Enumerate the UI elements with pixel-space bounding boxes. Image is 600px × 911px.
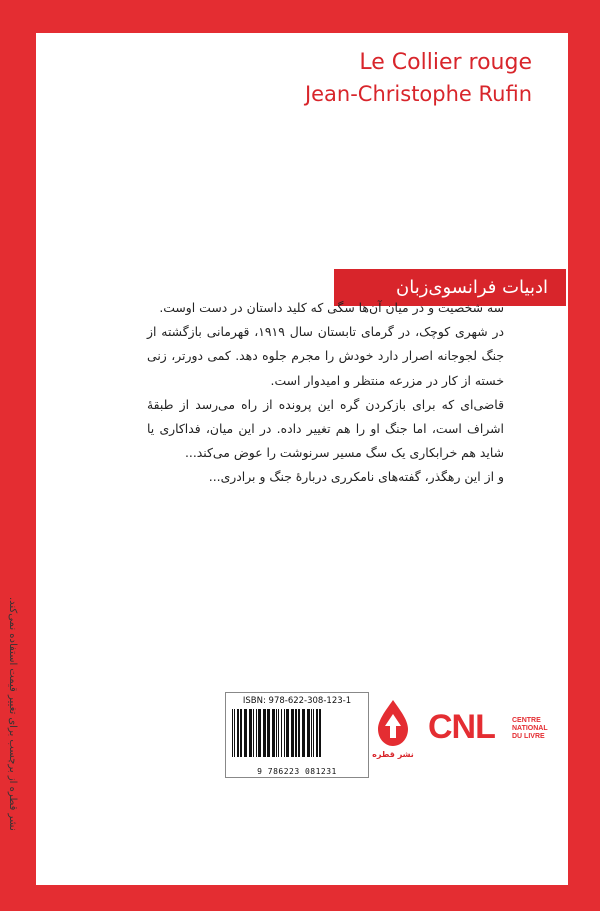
barcode-icon (230, 709, 364, 765)
cnl-logo: CNL (428, 708, 495, 746)
blurb-text (147, 296, 504, 490)
isbn-label: ISBN: 978-622-308-123-1 (242, 696, 352, 706)
cnl-caption-line: DU LIVRE (512, 733, 545, 740)
barcode-number: 9 786223 081231 (257, 767, 337, 776)
blurb-paragraph: و از این رهگذر، گفته‌های نامکرری دربارهٔ جنگ و برادری... (208, 469, 504, 485)
blurb-paragraph: در شهری کوچک، در گرمای تابستان سال ۱۹۱۹، قهرمانی بازگشته از جنگ لجوجانه اصرار دارد خودش را مجرم جلوه دهد. کمی دورتر، زنی خسته از کار در مزرعه منتظر و امیدوار است. (147, 324, 504, 388)
cnl-caption-line: NATIONAL (512, 725, 548, 732)
price-side-note: نشر قطره از برچسب برای تغییر قیمت استفاده نمی‌کند. (7, 597, 18, 831)
cnl-caption-line: CENTRE (512, 717, 541, 724)
book-title: Le Collier rouge (359, 50, 532, 75)
blurb-paragraph: سه شخصیت و در میان آن‌ها سگی که کلید داستان در دست اوست. (159, 300, 504, 315)
cnl-caption (512, 717, 548, 741)
droplet-logo-icon (376, 698, 410, 748)
publisher-name: نشر قطره (372, 750, 414, 759)
blurb-paragraph: قاضی‌ای که برای بازکردن گره این پرونده از راه می‌رسد از طبقهٔ اشراف است، اما جنگ او را هم تغییر داده. در این میان، فداکاری یا شاید هم خرابکاری یک سگ مسیر سرنوشت را عوض می‌کند... (147, 396, 504, 461)
series-label: ادبیات فرانسوی‌زبان (395, 277, 548, 298)
book-author: Jean-Christophe Rufin (304, 82, 532, 106)
isbn-barcode-block (225, 692, 369, 778)
